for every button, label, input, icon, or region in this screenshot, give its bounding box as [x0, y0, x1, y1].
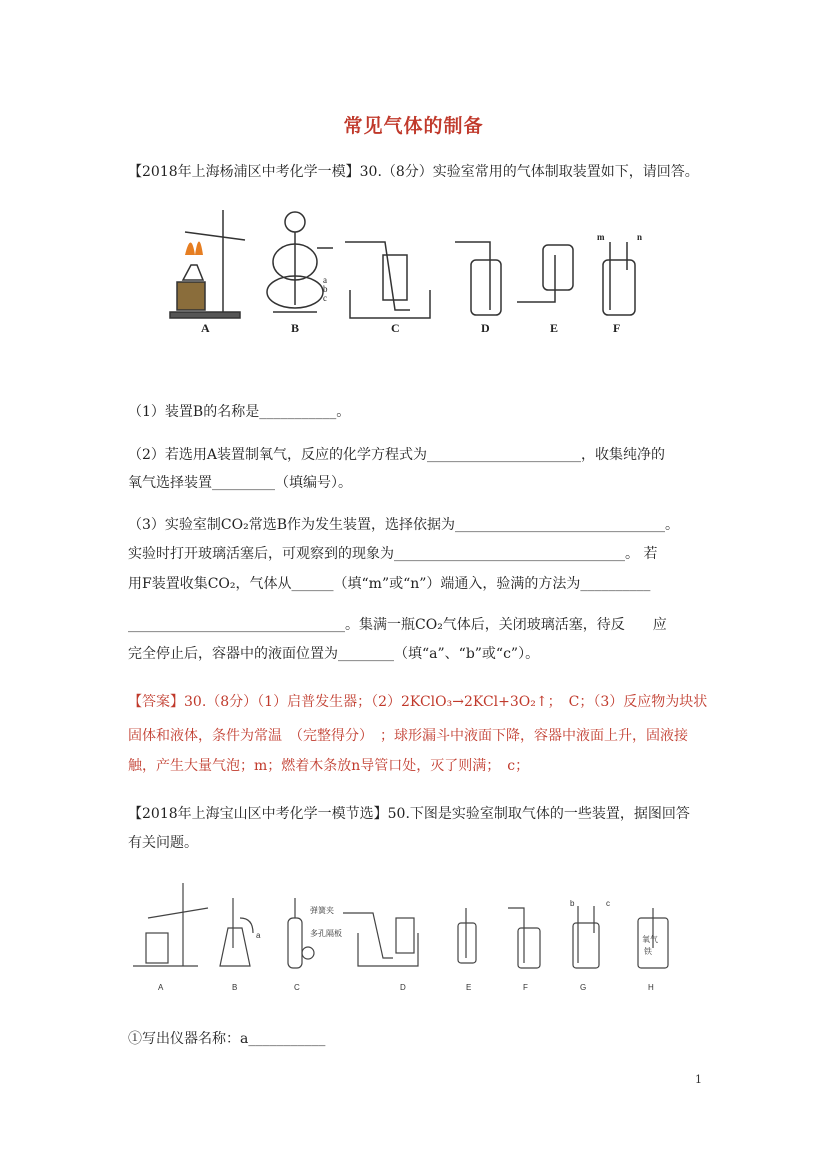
fig2-label-c: C — [294, 983, 300, 992]
question-1-intro: 【2018年上海杨浦区中考化学一模】30.（8分）实验室常用的气体制取装置如下，请回答。 — [128, 164, 699, 180]
fig2-label-b: B — [232, 983, 238, 992]
fig2-mark-c: c — [606, 899, 610, 908]
page-number: 1 — [695, 1073, 702, 1086]
answer-line-3: 触，产生大量气泡；m；燃着木条放n导管口处，灭了则满； c； — [128, 758, 530, 774]
question-1-part-2b: 氧气选择装置_________（填编号）。 — [128, 475, 352, 491]
fig1-mark-n: n — [637, 232, 643, 242]
fig2-mark-iron: 铁 — [644, 947, 652, 956]
flame-icon — [185, 242, 203, 256]
fig2-label-d: D — [400, 983, 406, 992]
question-1-part-3d: _______________________________。集满一瓶CO₂气体后，关闭玻璃活塞，待反 应 — [128, 617, 667, 633]
answer-line-2: 固体和液体，条件为常温 （完整得分） ；球形漏斗中液面下降，容器中液面上升，固液接 — [128, 728, 688, 744]
fig2-label-h: H — [648, 983, 654, 992]
stand-base — [170, 312, 240, 318]
apparatus-figure-1 — [165, 200, 665, 340]
fig2-label-e: E — [466, 983, 472, 992]
fig2-mark-oxygen: 氧气 — [642, 935, 658, 944]
fig2-label-g: G — [580, 983, 587, 992]
fig1-label-d: D — [481, 321, 490, 335]
fig1-label-f: F — [613, 321, 621, 335]
page-title: 常见气体的制备 — [343, 115, 484, 137]
fig1-mark-a: a — [323, 275, 327, 285]
question-2-intro-1: 【2018年上海宝山区中考化学一模节选】50.下图是实验室制取气体的一些装置，据图回答 — [128, 806, 690, 822]
apparatus-figure-2 — [128, 878, 688, 998]
fig1-label-a: A — [201, 321, 210, 335]
fig1-label-c: C — [391, 321, 400, 335]
question-2-part-1: ①写出仪器名称：a___________ — [128, 1031, 326, 1047]
question-1-part-3a: （3）实验室制CO₂常选B作为发生装置，选择依据为______________________________。 — [128, 517, 679, 533]
fig1-mark-m: m — [597, 232, 605, 242]
answer-line-1: 【答案】30.（8分）（1）启普发生器；（2）2KClO₃→2KCl+3O₂↑； C；（3）反应物为块状 — [128, 694, 708, 710]
fig2-mark-spring: 弹簧夹 — [310, 906, 334, 915]
question-1-part-3e: 完全停止后，容器中的液面位置为________（填“a”、“b”或“c”）。 — [128, 646, 540, 662]
wood-block — [177, 282, 205, 310]
question-1-part-3b: 实验时打开玻璃活塞后，可观察到的现象为_________________________________。 若 — [128, 546, 658, 562]
fig2-label-f: F — [523, 983, 528, 992]
fig2-mark-a: a — [256, 931, 261, 940]
fig2-mark-plate: 多孔隔板 — [310, 929, 342, 938]
question-1-part-2a: （2）若选用A装置制氧气，反应的化学方程式为______________________，收集纯净的 — [128, 447, 666, 463]
fig1-label-e: E — [550, 321, 559, 335]
fig1-mark-c: c — [323, 293, 327, 303]
question-1-part-3c: 用F装置收集CO₂，气体从______（填“m”或“n”）端通入，验满的方法为__________ — [128, 576, 651, 592]
fig1-label-b: B — [291, 321, 300, 335]
fig1-mark-b: b — [323, 284, 328, 294]
fig2-mark-b: b — [570, 899, 575, 908]
question-1-part-1: （1）装置B的名称是___________。 — [128, 404, 351, 420]
question-2-intro-2: 有关问题。 — [128, 835, 198, 851]
fig2-label-a: A — [158, 983, 164, 992]
